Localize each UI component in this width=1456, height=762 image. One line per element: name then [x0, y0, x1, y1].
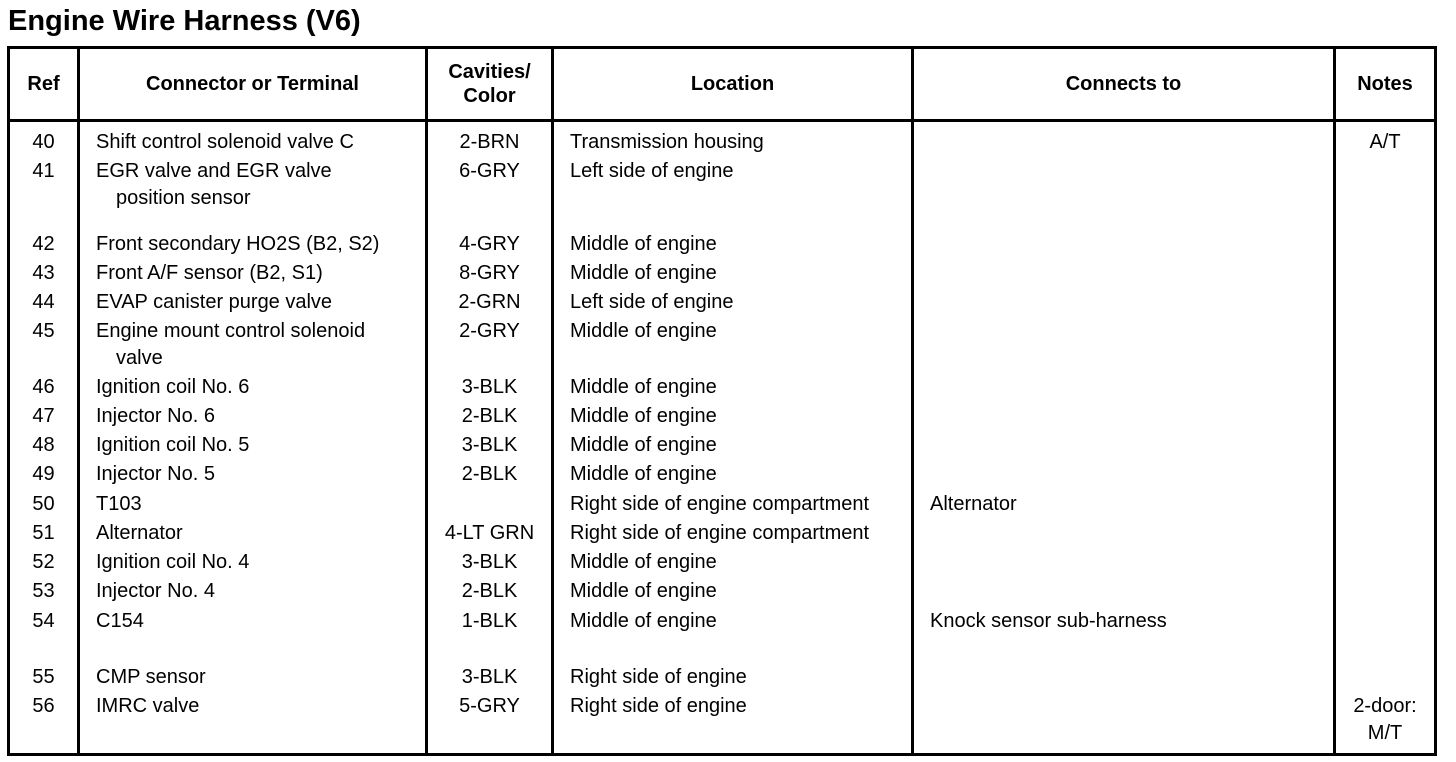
connector-line: C154	[96, 610, 144, 632]
cavities-cell: 3-BLK	[461, 666, 518, 688]
location-cell: Left side of engine	[570, 291, 734, 313]
ref-cell: 47	[32, 405, 55, 427]
notes-cell	[1336, 693, 1434, 747]
header-ref: Ref	[27, 73, 60, 95]
connector-cell	[96, 403, 421, 430]
column-divider	[77, 49, 80, 753]
connector-line: Alternator	[96, 522, 183, 544]
notes-line: M/T	[1367, 722, 1403, 744]
connector-line: Injector No. 6	[96, 405, 215, 427]
location-cell: Middle of engine	[570, 320, 717, 342]
page-title: Engine Wire Harness (V6)	[8, 5, 361, 37]
location-cell: Right side of engine	[570, 695, 747, 717]
ref-cell: 50	[32, 493, 55, 515]
ref-cell: 41	[32, 160, 55, 182]
ref-cell: 42	[32, 233, 55, 255]
connector-line: Injector No. 4	[96, 580, 215, 602]
location-cell: Middle of engine	[570, 376, 717, 398]
connector-line: valve	[116, 347, 163, 369]
header-cavities	[428, 49, 551, 119]
connector-cell	[96, 158, 421, 212]
connector-line: Shift control solenoid valve C	[96, 131, 354, 153]
header-notes: Notes	[1357, 73, 1413, 95]
connector-cell	[96, 549, 421, 576]
cavities-cell: 2-GRN	[458, 291, 521, 313]
cavities-cell: 5-GRY	[459, 695, 520, 717]
cavities-cell: 2-BRN	[459, 131, 520, 153]
location-cell: Right side of engine compartment	[570, 493, 870, 515]
harness-table	[7, 46, 1437, 756]
location-cell: Middle of engine	[570, 463, 717, 485]
connector-line: Ignition coil No. 5	[96, 434, 250, 456]
notes-cell	[1336, 129, 1434, 156]
ref-cell: 49	[32, 463, 55, 485]
cavities-cell: 2-BLK	[461, 580, 518, 602]
ref-cell: 45	[32, 320, 55, 342]
connector-cell	[96, 461, 421, 488]
header-divider	[10, 119, 1434, 122]
ref-cell: 53	[32, 580, 55, 602]
location-cell: Middle of engine	[570, 551, 717, 573]
notes-line: 2-door:	[1353, 695, 1417, 717]
connects-to-cell: Knock sensor sub-harness	[930, 610, 1167, 632]
location-cell: Middle of engine	[570, 405, 717, 427]
connector-cell	[96, 520, 421, 547]
location-cell: Middle of engine	[570, 233, 717, 255]
connector-cell	[96, 432, 421, 459]
connector-line: Ignition coil No. 6	[96, 376, 250, 398]
cavities-cell: 3-BLK	[461, 434, 518, 456]
location-cell: Right side of engine	[570, 666, 747, 688]
connector-cell	[96, 374, 421, 401]
connector-line: T103	[96, 493, 142, 515]
connector-cell	[96, 231, 421, 258]
notes-line: A/T	[1369, 131, 1401, 153]
cavities-cell: 4-LT GRN	[444, 522, 535, 544]
ref-cell: 46	[32, 376, 55, 398]
connector-cell	[96, 260, 421, 287]
ref-cell: 52	[32, 551, 55, 573]
connects-to-cell: Alternator	[930, 493, 1017, 515]
cavities-cell: 4-GRY	[459, 233, 520, 255]
cavities-cell: 2-BLK	[461, 463, 518, 485]
connector-cell	[96, 129, 421, 156]
connector-line: Front A/F sensor (B2, S1)	[96, 262, 323, 284]
location-cell: Middle of engine	[570, 434, 717, 456]
ref-cell: 44	[32, 291, 55, 313]
connector-line: position sensor	[116, 187, 251, 209]
connector-line: Injector No. 5	[96, 463, 215, 485]
connector-cell	[96, 578, 421, 605]
cavities-cell: 1-BLK	[461, 610, 518, 632]
connector-cell	[96, 693, 421, 720]
header-connector: Connector or Terminal	[146, 73, 359, 95]
connector-line: Engine mount control solenoid	[96, 320, 366, 342]
connector-line: CMP sensor	[96, 666, 206, 688]
location-cell: Middle of engine	[570, 580, 717, 602]
connector-line: IMRC valve	[96, 695, 200, 717]
header-location: Location	[690, 73, 775, 95]
connector-line: Ignition coil No. 4	[96, 551, 250, 573]
cavities-cell: 8-GRY	[459, 262, 520, 284]
connector-cell	[96, 664, 421, 691]
cavities-cell: 2-BLK	[461, 405, 518, 427]
cavities-cell: 3-BLK	[461, 376, 518, 398]
header-cavities-line1: Cavities/	[448, 61, 531, 83]
ref-cell: 48	[32, 434, 55, 456]
ref-cell: 55	[32, 666, 55, 688]
cavities-cell: 6-GRY	[459, 160, 520, 182]
location-cell: Left side of engine	[570, 160, 734, 182]
location-cell: Right side of engine compartment	[570, 522, 870, 544]
header-cavities-line2: Color	[463, 85, 516, 107]
location-cell: Middle of engine	[570, 262, 717, 284]
cavities-cell: 2-GRY	[459, 320, 520, 342]
connector-cell	[96, 318, 421, 372]
column-divider	[911, 49, 914, 753]
connector-line: EGR valve and EGR valve	[96, 160, 332, 182]
connector-line: Front secondary HO2S (B2, S2)	[96, 233, 380, 255]
header-connects-to: Connects to	[1065, 73, 1182, 95]
ref-cell: 56	[32, 695, 55, 717]
connector-cell	[96, 491, 421, 518]
ref-cell: 54	[32, 610, 55, 632]
ref-cell: 40	[32, 131, 55, 153]
ref-cell: 43	[32, 262, 55, 284]
cavities-cell: 3-BLK	[461, 551, 518, 573]
location-cell: Middle of engine	[570, 610, 717, 632]
location-cell: Transmission housing	[570, 131, 764, 153]
connector-cell	[96, 608, 421, 635]
connector-cell	[96, 289, 421, 316]
column-divider	[551, 49, 554, 753]
ref-cell: 51	[32, 522, 55, 544]
connector-line: EVAP canister purge valve	[96, 291, 333, 313]
